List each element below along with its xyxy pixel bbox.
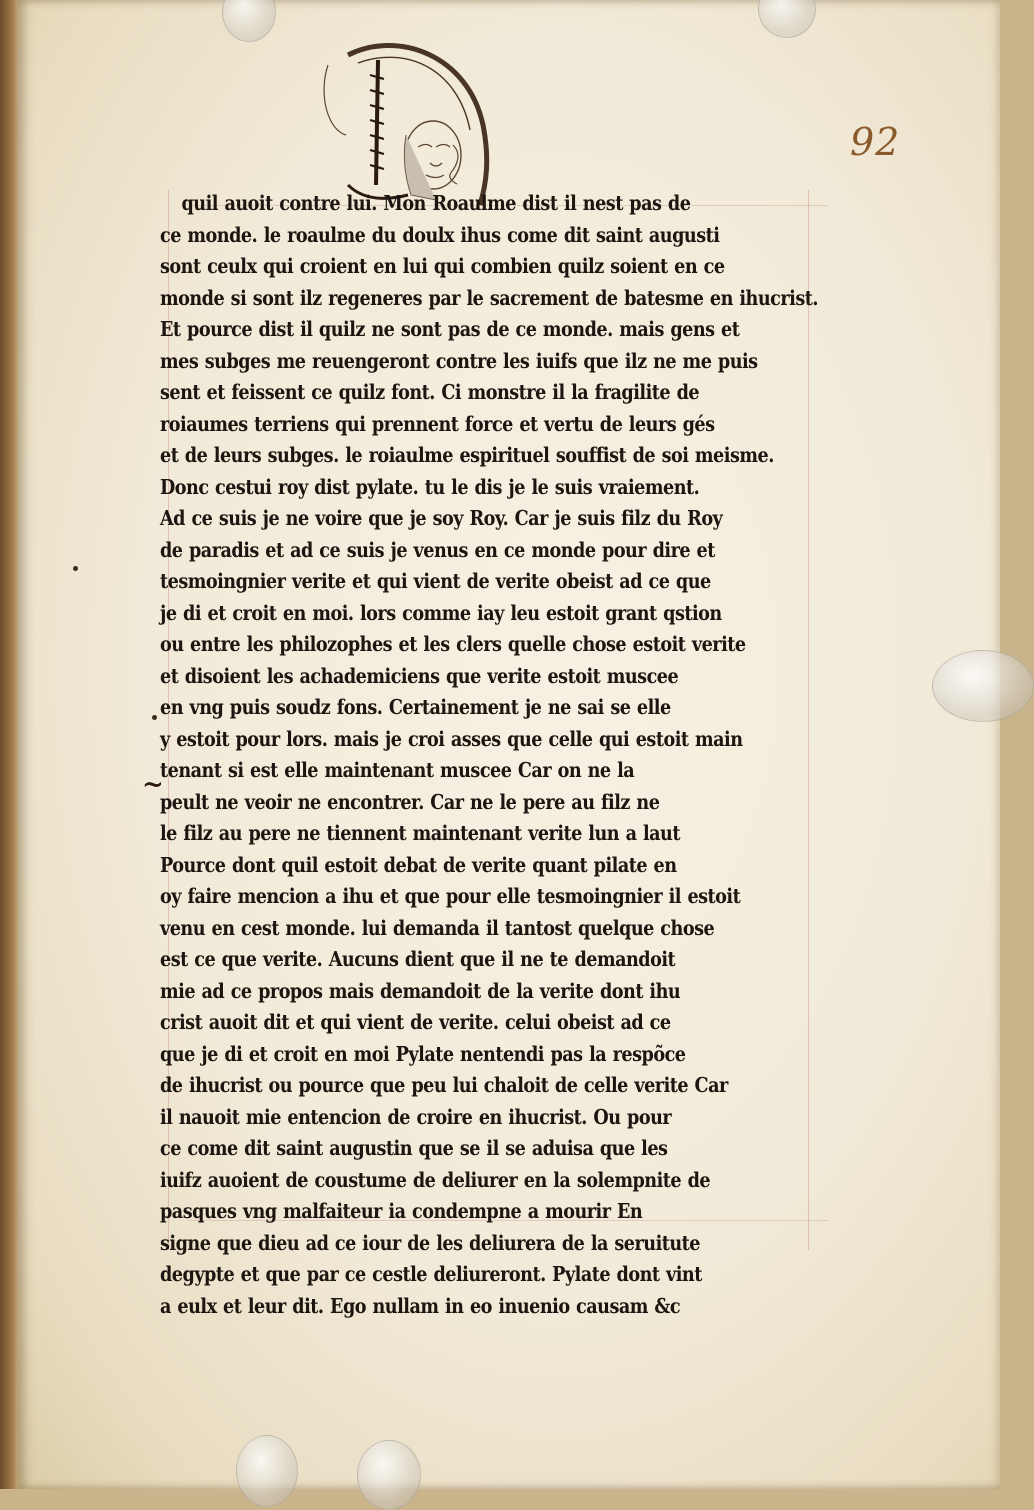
text-line: a eulx et leur dit. Ego nullam in eo inuenio causam &c	[160, 1293, 681, 1318]
text-line: peult ne veoir ne encontrer. Car ne le pere au filz ne	[160, 789, 660, 814]
text-line: il nauoit mie entencion de croire en ihucrist. Ou pour	[160, 1104, 672, 1129]
margin-ink-dot-2	[152, 715, 157, 720]
text-line: de paradis et ad ce suis je venus en ce monde pour dire et	[160, 537, 715, 562]
folio-number: 92	[850, 120, 901, 164]
text-line: Donc cestui roy dist pylate. tu le dis je le suis vraiement.	[160, 474, 700, 499]
page-clip-right	[932, 650, 1034, 722]
text-line: venu en cest monde. lui demanda il tantost quelque chose	[160, 915, 715, 940]
manuscript-text-block	[160, 188, 820, 1322]
text-line: Et pource dist il quilz ne sont pas de ce monde. mais gens et	[160, 317, 740, 341]
text-line: quil auoit contre lui. Mon Roaulme dist il nest pas de	[181, 191, 691, 215]
book-binding	[0, 0, 20, 1489]
text-line: mes subges me reuengeront contre les iuifs que ilz ne me puis	[160, 348, 758, 373]
text-line: Ad ce suis je ne voire que je soy Roy. Car je suis filz du Roy	[160, 506, 723, 530]
text-line: crist auoit dit et qui vient de verite. celui obeist ad ce	[160, 1010, 671, 1034]
text-line: Pource dont quil estoit debat de verite quant pilate en	[160, 852, 677, 877]
text-line: pasques vng malfaiteur ia condempne a mourir En	[160, 1199, 643, 1223]
text-line: tesmoingnier verite et qui vient de verite obeist ad ce que	[160, 569, 711, 593]
text-line: signe que dieu ad ce iour de les deliurera de la seruitute	[160, 1230, 701, 1255]
historiated-initial-icon	[318, 35, 518, 210]
text-line: iuifz auoient de coustume de deliurer en la solempnite de	[160, 1167, 711, 1192]
text-line: ce monde. le roaulme du doulx ihus come dit saint augusti	[160, 222, 720, 247]
text-line: le filz au pere ne tiennent maintenant verite lun a laut	[160, 821, 680, 845]
text-line: sont ceulx qui croient en lui qui combien quilz soient en ce	[160, 254, 725, 278]
text-line: oy faire mencion a ihu et que pour elle tesmoingnier il estoit	[160, 884, 741, 908]
text-line: que je di et croit en moi Pylate nentendi pas la respõce	[160, 1041, 686, 1066]
paragraph-mark: ~	[142, 770, 164, 800]
text-line: ou entre les philozophes et les clers quelle chose estoit verite	[160, 632, 746, 656]
text-line: est ce que verite. Aucuns dient que il ne te demandoit	[160, 947, 676, 971]
text-line: ce come dit saint augustin que se il se aduisa que les	[160, 1136, 668, 1160]
text-line: en vng puis soudz fons. Certainement je ne sai se elle	[160, 695, 671, 719]
text-line: et de leurs subges. le roiaulme espirituel souffist de soi meisme.	[160, 443, 774, 467]
text-line: je di et croit en moi. lors comme iay leu estoit grant qstion	[160, 600, 722, 625]
text-line: de ihucrist ou pource que peu lui chaloit de celle verite Car	[160, 1073, 728, 1097]
text-line: tenant si est elle maintenant muscee Car on ne la	[160, 758, 635, 782]
text-line: degypte et que par ce cestle deliureront. Pylate dont vint	[160, 1262, 702, 1286]
margin-ink-dot	[73, 566, 78, 571]
page-clip-bottom-left	[236, 1435, 298, 1507]
text-line: sent et feissent ce quilz font. Ci monstre il la fragilite de	[160, 380, 700, 404]
text-line: monde si sont ilz regeneres par le sacrement de batesme en ihucrist.	[160, 285, 818, 310]
text-line: et disoient les achademiciens que verite estoit muscee	[160, 663, 679, 688]
text-line: y estoit pour lors. mais je croi asses que celle qui estoit main	[160, 726, 743, 751]
text-line: roiaumes terriens qui prennent force et vertu de leurs gés	[160, 411, 715, 436]
page-clip-bottom-right	[357, 1440, 421, 1510]
text-line: mie ad ce propos mais demandoit de la verite dont ihu	[160, 978, 681, 1003]
